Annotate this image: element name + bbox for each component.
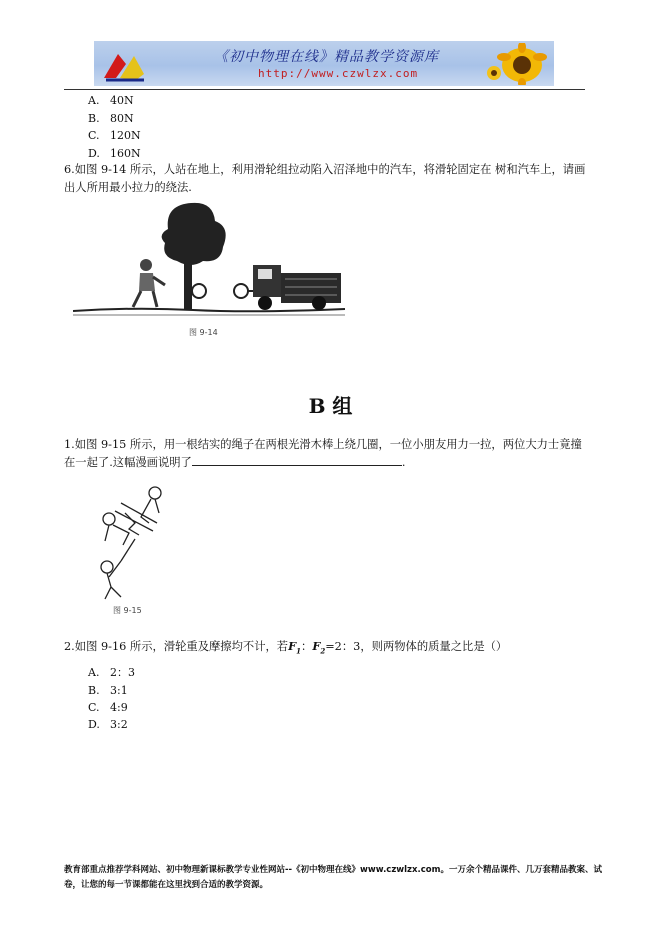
q6-text: 6.如图 9-14 所示，人站在地上，利用滑轮组拉动陷入沼泽地中的汽车，将滑轮固定在 树和汽车上，请画出人所用最小拉力的绕法. [64,163,586,194]
b-q1-text: 1.如图 9-15 所示，用一根结实的绳子在两根光滑木棒上绕几圈，一位小朋友用力一拉，两位大力士竟撞在一起了.这幅漫画说明了 . [64,438,582,469]
q5-option-c: C. 120N [88,129,141,142]
b-q2-option-c: C. 4:9 [88,701,128,714]
b-q2-option-a: A. 2：3 [88,666,135,679]
f2-symbol: $F_2$ [312,639,326,656]
site-logo-icon [100,44,148,84]
figure-9-14-caption: 图 9-14 [189,328,218,337]
figure-9-15-illustration [95,483,171,601]
q5-option-a: A. 40N [88,94,134,107]
sunflower-icon [486,43,550,85]
figure-9-15-caption: 图 9-15 [113,606,142,615]
group-b-heading: B 组 [308,394,353,418]
b-q2-option-d: D. 3:2 [88,718,128,731]
header-banner [94,41,554,86]
answer-blank[interactable] [192,454,402,466]
b-q2-option-b: B. 3:1 [88,684,128,697]
q5-option-b: B. 80N [88,112,134,125]
b-q2-text: 2.如图 9-16 所示，滑轮重及摩擦均不计，若$F_1$：$F_2=2$：3，则两物体的质量之比是（） [64,639,508,656]
banner-title: 《初中物理在线》精品教学资源库 [214,49,439,65]
q5-option-d: D. 160N [88,147,141,160]
header-rule [64,89,585,90]
banner-url[interactable]: http://www.czwlzx.com [258,67,419,80]
figure-9-14-illustration [73,199,345,317]
page-footer: 教育部重点推荐学科网站、初中物理新课标教学专业性网站--《初中物理在线》www.czwlzx.com。一万余个精品课件、几万套精品教案、试卷，让您的每一节课都能在这里找到合适的教学资源。 [64,865,602,890]
f1-symbol: $F_1$ [288,639,301,656]
